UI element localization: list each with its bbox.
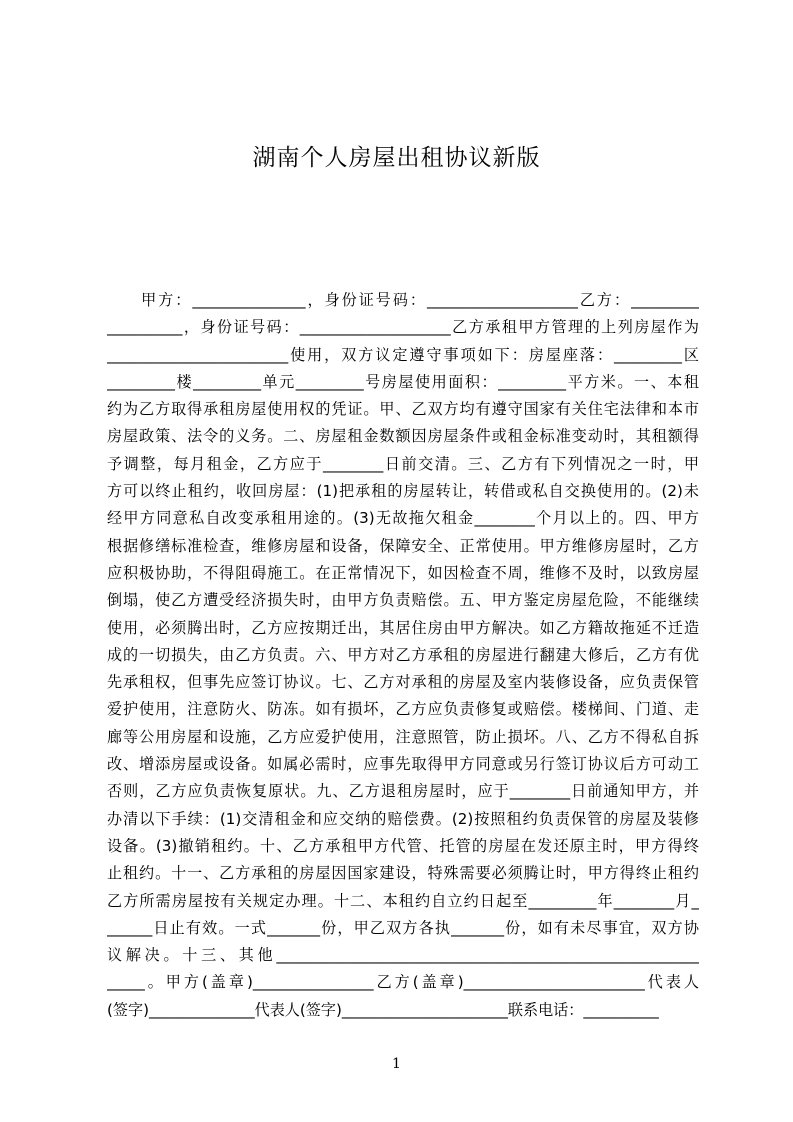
body-line: (签字)______________代表人(签字)______________________联系电话：__________ (107, 1000, 659, 1019)
body-line: 倒塌，使乙方遭受经济损失时，由甲方负责赔偿。五、甲方鉴定房屋危险，不能继续 (107, 591, 699, 610)
body-line: _____。甲方(盖章)________________乙方(盖章)________________________代表人 (107, 973, 699, 992)
page-number: 1 (392, 1056, 401, 1072)
body-line: 乙方所需房屋按有关规定办理。十二、本租约自立约日起至_________年________月_ (107, 891, 699, 910)
body-line: 甲方：_______________，身份证号码：____________________乙方：_________ (107, 291, 699, 309)
body-line: 议解决。十三、其他________________________________________________________ (107, 946, 699, 965)
body-line: 改、增添房屋或设备。如属必需时，应事先取得甲方同意或另行签订协议后方可动工 (107, 755, 699, 774)
body-line: 爱护使用，注意防火、防冻。如有损坏，乙方应负责修复或赔偿。楼梯间、门道、走 (107, 700, 699, 719)
body-line: 设备。(3)撤销租约。十、乙方承租甲方代管、托管的房屋在发还原主时，甲方得终 (107, 836, 699, 855)
body-line: __________，身份证号码：____________________乙方承租甲方管理的上列房屋作为 (107, 318, 699, 337)
body-line: 办清以下手续：(1)交清租金和应交纳的赔偿费。(2)按照租约负责保管的房屋及装修 (107, 809, 699, 828)
body-line: 根据修缮标准检查，维修房屋和设备，保障安全、正常使用。甲方维修房屋时，乙方 (107, 536, 699, 555)
body-line: 房屋政策、法令的义务。二、房屋租金数额因房屋条件或租金标准变动时，其租额得 (107, 427, 699, 446)
agreement-body (107, 287, 699, 1024)
body-line: 予调整，每月租金，乙方应于________日前交清。三、乙方有下列情况之一时，甲 (107, 454, 699, 473)
document-title: 湖南个人房屋出租协议新版 (252, 145, 541, 171)
body-line: 方可以终止租约，收回房屋：(1)把承租的房屋转让，转借或私自交换使用的。(2)未 (107, 482, 699, 501)
body-line: _________楼_________单元_________号房屋使用面积：_________平方米。一、本租 (107, 372, 699, 391)
body-line: ______日止有效。一式_______份，甲乙双方各执_______份，如有未尽事宜，双方协 (107, 918, 699, 937)
body-line: 使用，必须腾出时，乙方应按期迁出，其居住房由甲方解决。如乙方籍故拖延不迁造 (107, 618, 699, 637)
body-line: 成的一切损失，由乙方负责。六、甲方对乙方承租的房屋进行翻建大修后，乙方有优 (107, 645, 699, 664)
body-line: 止租约。十一、乙方承租的房屋因国家建设，特殊需要必须腾让时，甲方得终止租约 (107, 864, 699, 883)
body-line: 应积极协助，不得阻碍施工。在正常情况下，如因检查不周，维修不及时，以致房屋 (107, 563, 699, 582)
body-line: 约为乙方取得承租房屋使用权的凭证。甲、乙双方均有遵守国家有关住宅法律和本市 (107, 400, 699, 419)
body-line: 先承租权，但事先应签订协议。七、乙方对承租的房屋及室内装修设备，应负责保管 (107, 673, 699, 692)
body-line: 廊等公用房屋和设施，乙方应爱护使用，注意照管，防止损坏。八、乙方不得私自拆 (107, 727, 699, 746)
body-line: ________________________使用，双方议定遵守事项如下：房屋座落：_________区 (107, 345, 699, 364)
body-line: 经甲方同意私自改变承租用途的。(3)无故拖欠租金________个月以上的。四、甲方 (107, 509, 699, 528)
body-line: 否则，乙方应负责恢复原状。九、乙方退租房屋时，应于________日前通知甲方，并 (107, 782, 699, 801)
